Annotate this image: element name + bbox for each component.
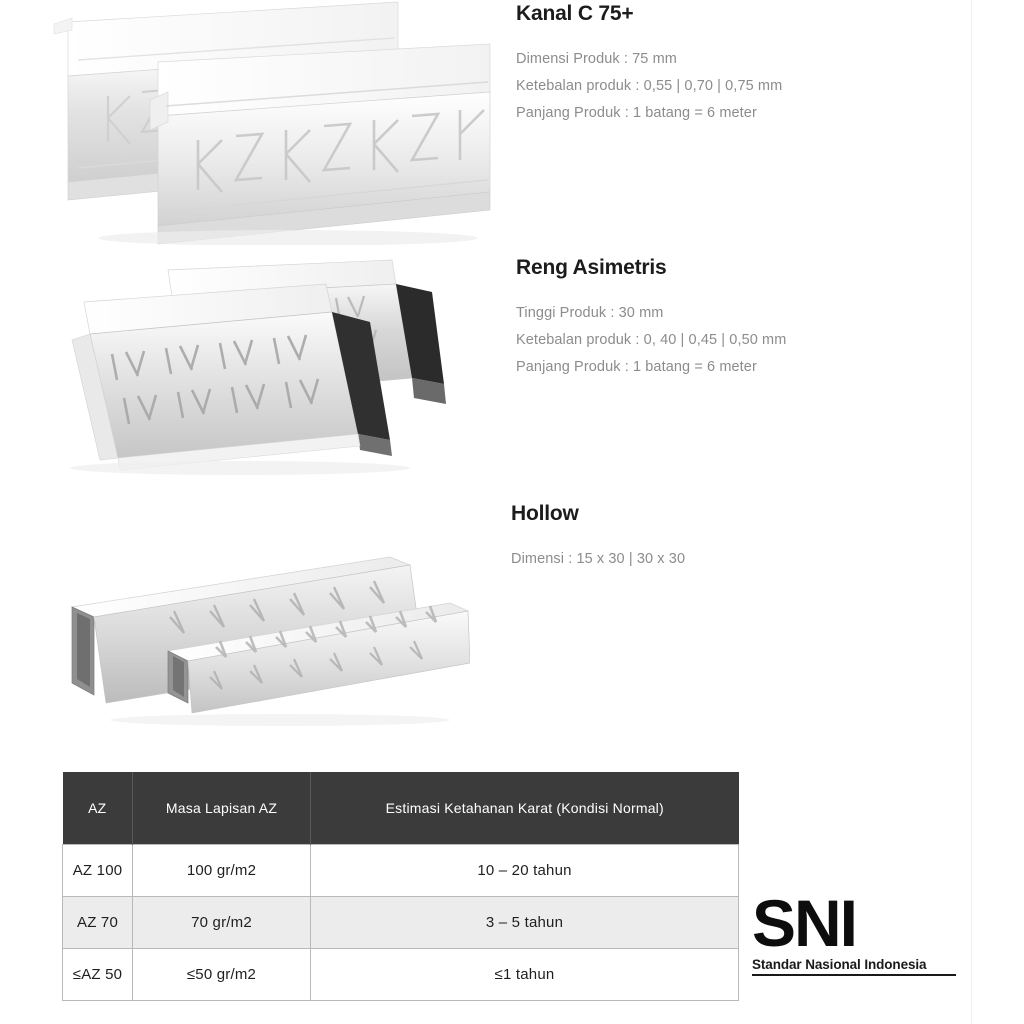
reng-asimetris-text-block	[516, 256, 786, 381]
spec-list-reng-asimetris	[516, 300, 786, 381]
cell-az: AZ 70	[63, 896, 133, 948]
cell-masa: 70 gr/m2	[133, 896, 311, 948]
table-header-az: AZ	[63, 772, 133, 844]
product-title-hollow: Hollow	[511, 502, 579, 525]
spec-line: Ketebalan produk : 0, 40 | 0,45 | 0,50 mm	[516, 332, 787, 348]
sni-mark-text: SNI	[752, 886, 857, 960]
table-header-masa-lapisan: Masa Lapisan AZ	[133, 772, 311, 844]
table-row	[63, 896, 739, 948]
spec-line: Panjang Produk : 1 batang = 6 meter	[516, 359, 757, 375]
hollow-text-block	[511, 502, 685, 573]
spec-line: Ketebalan produk : 0,55 | 0,70 | 0,75 mm	[516, 78, 783, 94]
table-row	[63, 844, 739, 896]
spec-list-kanal-c	[516, 46, 782, 127]
spec-line: Tinggi Produk : 30 mm	[516, 305, 664, 321]
product-title-reng-asimetris: Reng Asimetris	[516, 256, 667, 279]
sni-logo	[752, 886, 960, 976]
cell-estimasi: ≤1 tahun	[311, 948, 739, 1000]
page-edge-rule	[971, 0, 972, 1024]
spec-line: Dimensi : 15 x 30 | 30 x 30	[511, 551, 686, 567]
kanal-c-product-image	[38, 0, 508, 245]
cell-estimasi: 10 – 20 tahun	[311, 844, 739, 896]
spec-list-hollow	[511, 546, 685, 573]
reng-asimetris-product-image	[40, 258, 520, 478]
cell-masa: 100 gr/m2	[133, 844, 311, 896]
hollow-product-image	[50, 555, 470, 730]
kanal-c-text-block	[516, 2, 782, 127]
cell-estimasi: 3 – 5 tahun	[311, 896, 739, 948]
cell-masa: ≤50 gr/m2	[133, 948, 311, 1000]
spec-line: Dimensi Produk : 75 mm	[516, 51, 677, 67]
table-header-estimasi: Estimasi Ketahanan Karat (Kondisi Normal)	[311, 772, 739, 844]
cell-az: ≤AZ 50	[63, 948, 133, 1000]
spec-line: Panjang Produk : 1 batang = 6 meter	[516, 105, 757, 121]
table-header-row	[63, 772, 739, 844]
product-title-kanal-c: Kanal C 75+	[516, 2, 634, 25]
sni-subtitle: Standar Nasional Indonesia	[752, 956, 927, 972]
cell-az: AZ 100	[63, 844, 133, 896]
sni-underline	[752, 974, 956, 976]
az-coating-table	[62, 772, 739, 1001]
table-row	[63, 948, 739, 1000]
